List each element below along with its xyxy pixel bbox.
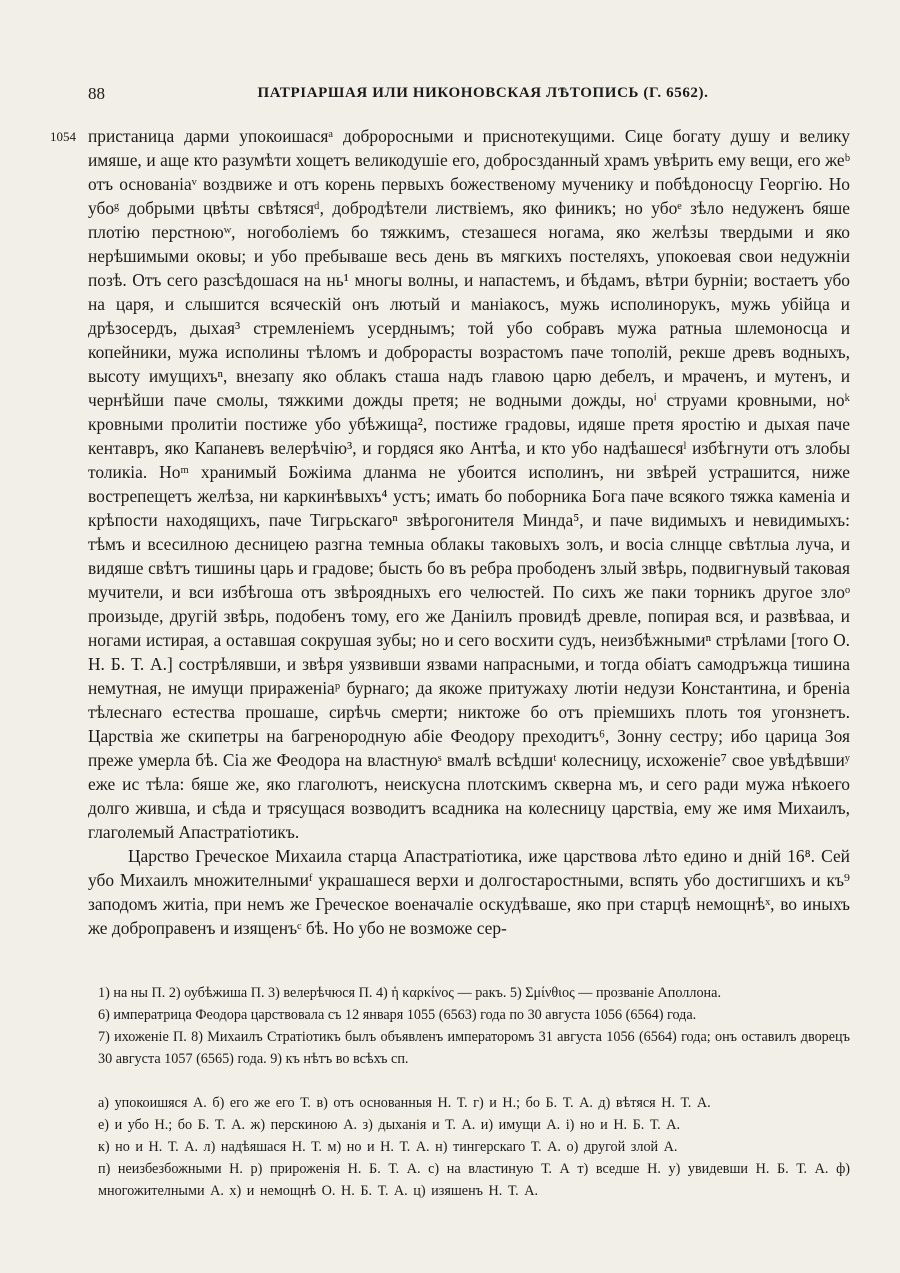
variant-line: е) и убо Н.; бо Б. Т. А. ж) перскиною А. з) дыханiя и Т. А. и) имущи А. i) но и Н. Б. Т. А.: [98, 1117, 681, 1133]
variant-line: к) но и Н. Т. А. л) надѣяшася Н. Т. м) но и Н. Т. А. н) тингерскаго Т. А. о) другой злой А.: [98, 1139, 678, 1155]
year-marker: 1054: [50, 129, 76, 144]
footnote-line: 1) на ны П. 2) оубѣжиша П. 3) велерѣчюся П. 4) ἡ καρκίνος — ракъ. 5) Σμίνθιος — прозванiе Аполлона.: [98, 985, 721, 1001]
numbered-footnotes: [98, 982, 850, 1070]
footnote-line: 6) императрица Феодора царствовала съ 12 января 1055 (6563) года по 30 августа 1056 (6564) года.: [98, 1007, 697, 1023]
paragraph: пристаница дарми упокоишасяᵃ доброросными и приснотекущими. Сице богату душу и велику имяше, и аще кто разумѣти хощетъ великодушiе его, добросзданный храмъ увѣрить ему вещи, его жеᵇ отъ основанiаᵛ воздвиже и отъ корень первыхъ божественому мученику и побѣдоносцу Георгiю. Но убоᵍ добрыми цвѣты свѣтясяᵈ, добродѣтели листвiемъ, яко финикъ; но убоᵉ зѣло недуженъ бяше плотiю перстноюʷ, ногоболiемъ бо тяжкимъ, стезашеся ногама, яко желѣзы твердыми и яко нерѣшимыми оковы; и убо пребываше весь день въ мягкихъ постеляхъ, упокоевая свои недужнiи позѣ. Отъ сего разсѣдошася на нь¹ многы волны, и напастемъ, и бѣдамъ, вѣтри бурнiи; востаетъ убо на царя, и слышится всяческiй онъ лютый и манiакосъ, мужь исполинорукъ, мужь убiйца и дрѣзосердъ, дыхая³ стремленiемъ усерднымъ; той убо собравъ мужа ратныа шлемоносца и копейники, мужа исполины тѣломъ и доброрасты возрастомъ паче тополiй, рекше древъ водныхъ, высоту имущихъⁿ, внезапу яко облакъ сташа надъ главою царю дебелъ, и мраченъ, и мутенъ, и чернѣйши паче смолы, тяжкими дожды претя; не водными дожды, ноⁱ струами кровными, ноᵏ кровными пролитiи постиже убо убѣжища², постиже градовы, идяше претя яростiю и дыхая паче кентавръ, яко Капаневъ велерѣчiю³, и гордяся яко Антѣа, и кто убо надѣашесяˡ избѣгнути отъ злобы толикiа. Ноᵐ хранимый Божiима дланма не убоится исполинъ, ни звѣрей устрашится, ниже вострепещетъ желѣза, ни каркинѣвыхъ⁴ устъ; имать бо поборника Бога паче всякого тяжка каменiа и крѣпости находящихъ, паче Тигрьскагоⁿ звѣрогонителя Минда⁵, и паче видимыхъ и невидимыхъ: тѣмъ и всесилною десницею разгна темныа облакы таковыхъ золъ, и восiа слнцце свѣтлыа луча, и видяше свѣтъ тишины царь и градове; бысть бо въ ребра прободенъ злый звѣрь, подвигнувый таковая мучители, и вси избѣгоша отъ звѣроядныхъ его челюстей. По сихъ же паки торникъ другое злоᵒ произыде, другiй звѣрь, подобенъ тому, его же Данiилъ провидѣ древле, попирая вся, и развѣваа, и ногами истирая, а оставшая сокрушая зубы; но и сего восхити судъ, неизбѣжнымиⁿ стрѣлами [того О. Н. Б. Т. А.] сострѣлявши, и звѣря уязвивши язвами напрасными, и тогда обiатъ самодръжца тишина немутная, не имущи прираженiаᵖ бурнаго; да якоже притужаху лютiи недузи Константина, и бренiа тѣлеснаго естества прошаше, сирѣчь смерти; никтоже бо отъ прiемшихъ плоть тоя угонзнетъ. Царствiа же скипетры на багренородную абiе Феодору преходитъ⁶, Зонну сестру; ибо царица Зоя преже умерла бѣ. Сiа же Феодора на властнуюˢ вмалѣ всѣдшиᵗ колесницу, исхоженiе⁷ свое увѣдѣвшиʸ еже ис тѣла: бяше же, яко глаголютъ, неискусна плотскимъ скверна мъ, и сего ради мужа нѣкоего долго живша, и сѣда и трясущася возводитъ всадника на колесницу царствiа, ему же имя Михаилъ, глаголемый Апастратiотикъ.: [88, 126, 850, 842]
main-text: [50, 124, 850, 940]
paragraph: Царство Греческое Михаила старца Апастратiотика, иже царствова лѣто едино и днiй 16⁸. Сей убо Михаилъ множителнымиᶠ украшашеся верхи и долгостаростными, вспять убо достигшихъ и къ⁹ заподомъ житiа, при немъ же Греческое военачалiе оскудѣваше, яко при старцѣ немощнѣˣ, во иныхъ же доброправенъ и изященъᶜ бѣ. Но убо не возможе сер-: [88, 846, 850, 938]
variant-line: п) неизбезбожными Н. р) прироженiя Н. Б. Т. А. с) на властиную Т. А т) вседше Н. у) увидевши Н. Б. Т. А. ф) многожителными А. х) и немощнѣ О. Н. Б. Т. А. ц) изяшенъ Н. Т. А.: [98, 1161, 850, 1199]
page-number: 88: [88, 84, 105, 103]
variant-line: а) упокоишяся А. б) его же его Т. в) отъ основанныя Н. Т. г) и Н.; бо Б. Т. А. д) вѣтяся Н. Т. А.: [98, 1095, 711, 1111]
footnote-line: 7) ихоженiе П. 8) Михаилъ Стратiотикъ былъ объявленъ императоромъ 31 августа 1056 (6564) года; онъ оставилъ дворецъ 30 августа 1057 (6565) года. 9) къ нѣтъ во всѣхъ сп.: [98, 1029, 850, 1067]
page-header: [88, 84, 838, 108]
running-title: ПАТРІАРШАЯ ИЛИ НИКОНОВСКАЯ ЛѢТОПИСЬ (Г. 6562).: [257, 85, 709, 101]
variant-readings: [98, 1092, 850, 1202]
footnotes-section: [98, 982, 850, 1202]
